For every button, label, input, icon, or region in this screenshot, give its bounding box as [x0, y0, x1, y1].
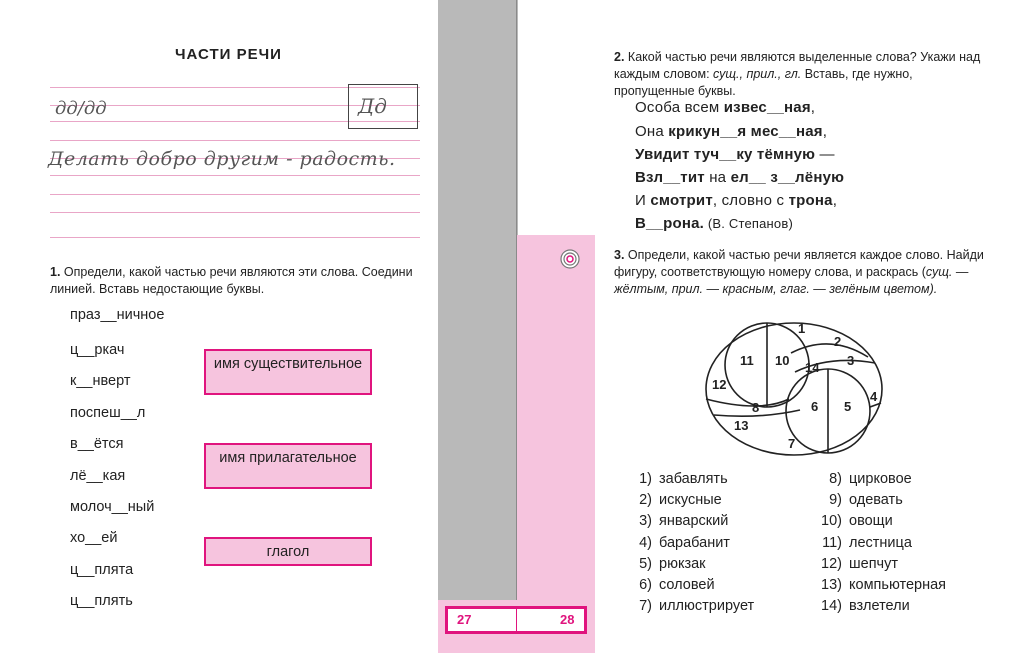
spine-gray — [438, 0, 518, 653]
poem-text: , — [822, 123, 828, 140]
poem-line — [635, 169, 844, 186]
word-item: праз__ничное — [70, 307, 165, 323]
poem-line — [635, 99, 815, 116]
ruling-line — [50, 212, 420, 213]
word-list-item — [818, 535, 912, 551]
word-list-item — [628, 513, 728, 529]
word-list-item — [818, 577, 946, 593]
ruling-line — [50, 140, 420, 141]
word-list-number: 6) — [639, 577, 652, 593]
word-list-item — [628, 556, 706, 572]
poem-text: , словно с — [712, 192, 789, 209]
word-item: ц__плята — [70, 562, 134, 578]
task-2-abbreviations: сущ., прил., гл. — [713, 67, 802, 81]
poem-highlighted-word: ел__ з__лёную — [730, 169, 845, 186]
poem-highlighted-word: крикун__я мес__ная — [668, 123, 823, 140]
page-number-divider — [516, 606, 517, 634]
poem-line — [635, 123, 827, 140]
word-list-number: 7) — [639, 598, 652, 615]
coloring-figure[interactable] — [700, 315, 890, 460]
task-2-text-after: Вставь, где нужно, пропущенные буквы. — [614, 67, 913, 98]
figure-number: 8 — [752, 400, 760, 415]
task-2-number: 2. — [614, 50, 625, 64]
task-1-instructions — [50, 264, 425, 298]
part-of-speech-box-adjective[interactable]: имя прилагательное — [204, 443, 372, 489]
word-list-item — [628, 471, 728, 487]
word-list-item — [818, 556, 898, 572]
word-list-item — [818, 598, 910, 614]
figure-number: 10 — [775, 353, 790, 368]
word-list-number: 13) — [821, 577, 842, 593]
word-list-word: овощи — [849, 513, 893, 530]
word-list-word: цирковое — [849, 471, 912, 487]
poem-text: Особа всем — [635, 99, 724, 116]
task-3-legend: сущ. — жёлтым, прил. — красным, глаг. — зелёным цветом). — [614, 265, 969, 296]
word-list-item — [818, 471, 912, 487]
poem-highlighted-word: В__рона. — [635, 215, 705, 232]
word-list-word: искусные — [659, 492, 722, 509]
task-2-instructions — [614, 49, 986, 100]
word-list-word: рюкзак — [659, 555, 706, 572]
word-list-number: 4) — [639, 534, 652, 551]
word-item: хо__ей — [70, 530, 118, 546]
figure-number: 2 — [834, 334, 842, 349]
figure-number: 6 — [811, 399, 819, 414]
word-list-word: иллюстрирует — [659, 598, 755, 615]
poem-highlighted-word: Взл__тит — [635, 169, 705, 186]
word-list-word: компьютерная — [849, 577, 947, 593]
page-number-left: 27 — [457, 612, 472, 627]
poem-highlighted-word: Увидит туч__ку тёмную — [635, 146, 816, 163]
figure-number: 11 — [740, 353, 754, 368]
poem-line — [635, 192, 837, 209]
poem-text: Она — [635, 123, 669, 140]
word-list-item — [628, 492, 722, 508]
task-2-text-before: Какой частью речи являются выделенные слова? Укажи над каждым словом: — [614, 50, 981, 81]
word-list-item — [818, 513, 893, 529]
word-list-word: январский — [659, 513, 729, 530]
word-item: лё__кая — [70, 468, 126, 484]
handwriting-sample-capital: Дд — [358, 94, 387, 118]
poem-text: (В. Степанов) — [704, 216, 793, 231]
poem-highlighted-word: извес__ная — [723, 99, 811, 116]
word-list-number: 5) — [639, 555, 652, 572]
figure-number: 4 — [870, 389, 878, 404]
spine-pink-band — [517, 235, 595, 653]
word-list-number: 12) — [821, 555, 842, 572]
ruling-line — [50, 237, 420, 238]
word-list-number: 11) — [822, 534, 842, 551]
word-list-item — [628, 598, 754, 614]
handwriting-sample-sentence: Делать добро другим - радость. — [48, 148, 396, 170]
task-3-instructions — [614, 247, 986, 298]
word-list-word: лестница — [849, 534, 912, 551]
poem-text: , — [832, 192, 838, 209]
word-list-item — [628, 535, 730, 551]
task-1-number: 1. — [50, 265, 61, 279]
task-3-number: 3. — [614, 248, 625, 262]
ruling-line — [50, 175, 420, 176]
ruling-line — [50, 194, 420, 195]
word-list-word: соловей — [659, 577, 715, 593]
word-list-item — [818, 492, 903, 508]
figure-number: 1 — [798, 321, 806, 336]
word-list-number: 10) — [821, 513, 842, 530]
word-item: к__нверт — [70, 373, 131, 389]
word-item: поспеш__л — [70, 405, 146, 421]
part-of-speech-box-noun[interactable]: имя существительное — [204, 349, 372, 395]
word-list-number: 2) — [639, 492, 652, 509]
figure-number: 14 — [805, 360, 820, 375]
figure-number: 5 — [844, 399, 852, 414]
word-list-word: одевать — [849, 492, 903, 509]
task-3-text: Определи, какой частью речи является каждое слово. Найди фигуру, соответствующую номеру слова, и раскрась ( — [614, 248, 984, 279]
word-list-item — [628, 577, 715, 593]
word-list-word: взлетели — [849, 598, 910, 615]
word-list-number: 3) — [639, 513, 652, 530]
figure-number: 13 — [734, 418, 749, 433]
word-item: ц__плять — [70, 593, 133, 609]
poem-line — [635, 215, 793, 232]
poem-text: , — [810, 99, 816, 116]
poem-line — [635, 146, 835, 163]
figure-number: 12 — [712, 377, 727, 392]
word-item: молоч__ный — [70, 499, 155, 515]
word-list-word: забавлять — [659, 471, 728, 487]
page-title: ЧАСТИ РЕЧИ — [175, 46, 282, 63]
word-item: в__ётся — [70, 436, 124, 452]
word-list-number: 1) — [639, 471, 652, 487]
poem-highlighted-word: смотрит — [650, 192, 713, 209]
word-list-word: барабанит — [659, 534, 730, 551]
word-list-word: шепчут — [849, 555, 898, 572]
poem-text: И — [635, 192, 651, 209]
part-of-speech-box-verb[interactable]: глагол — [204, 537, 372, 566]
page-number-right: 28 — [560, 612, 575, 627]
poem-text: — — [815, 146, 835, 163]
poem-highlighted-word: трона — [788, 192, 833, 209]
figure-number: 3 — [847, 353, 855, 368]
word-item: ц__ркач — [70, 342, 125, 358]
handwriting-sample-letters: дд/дд — [55, 98, 107, 119]
figure-number: 7 — [788, 436, 796, 451]
poem-text: на — [704, 169, 731, 186]
word-list-number: 8) — [829, 471, 842, 487]
word-list-number: 14) — [821, 598, 842, 615]
task-1-text: Определи, какой частью речи являются эти слова. Соедини линией. Вставь недостающие буквы. — [50, 265, 413, 296]
spiral-icon — [560, 249, 580, 269]
word-list-number: 9) — [829, 492, 842, 509]
